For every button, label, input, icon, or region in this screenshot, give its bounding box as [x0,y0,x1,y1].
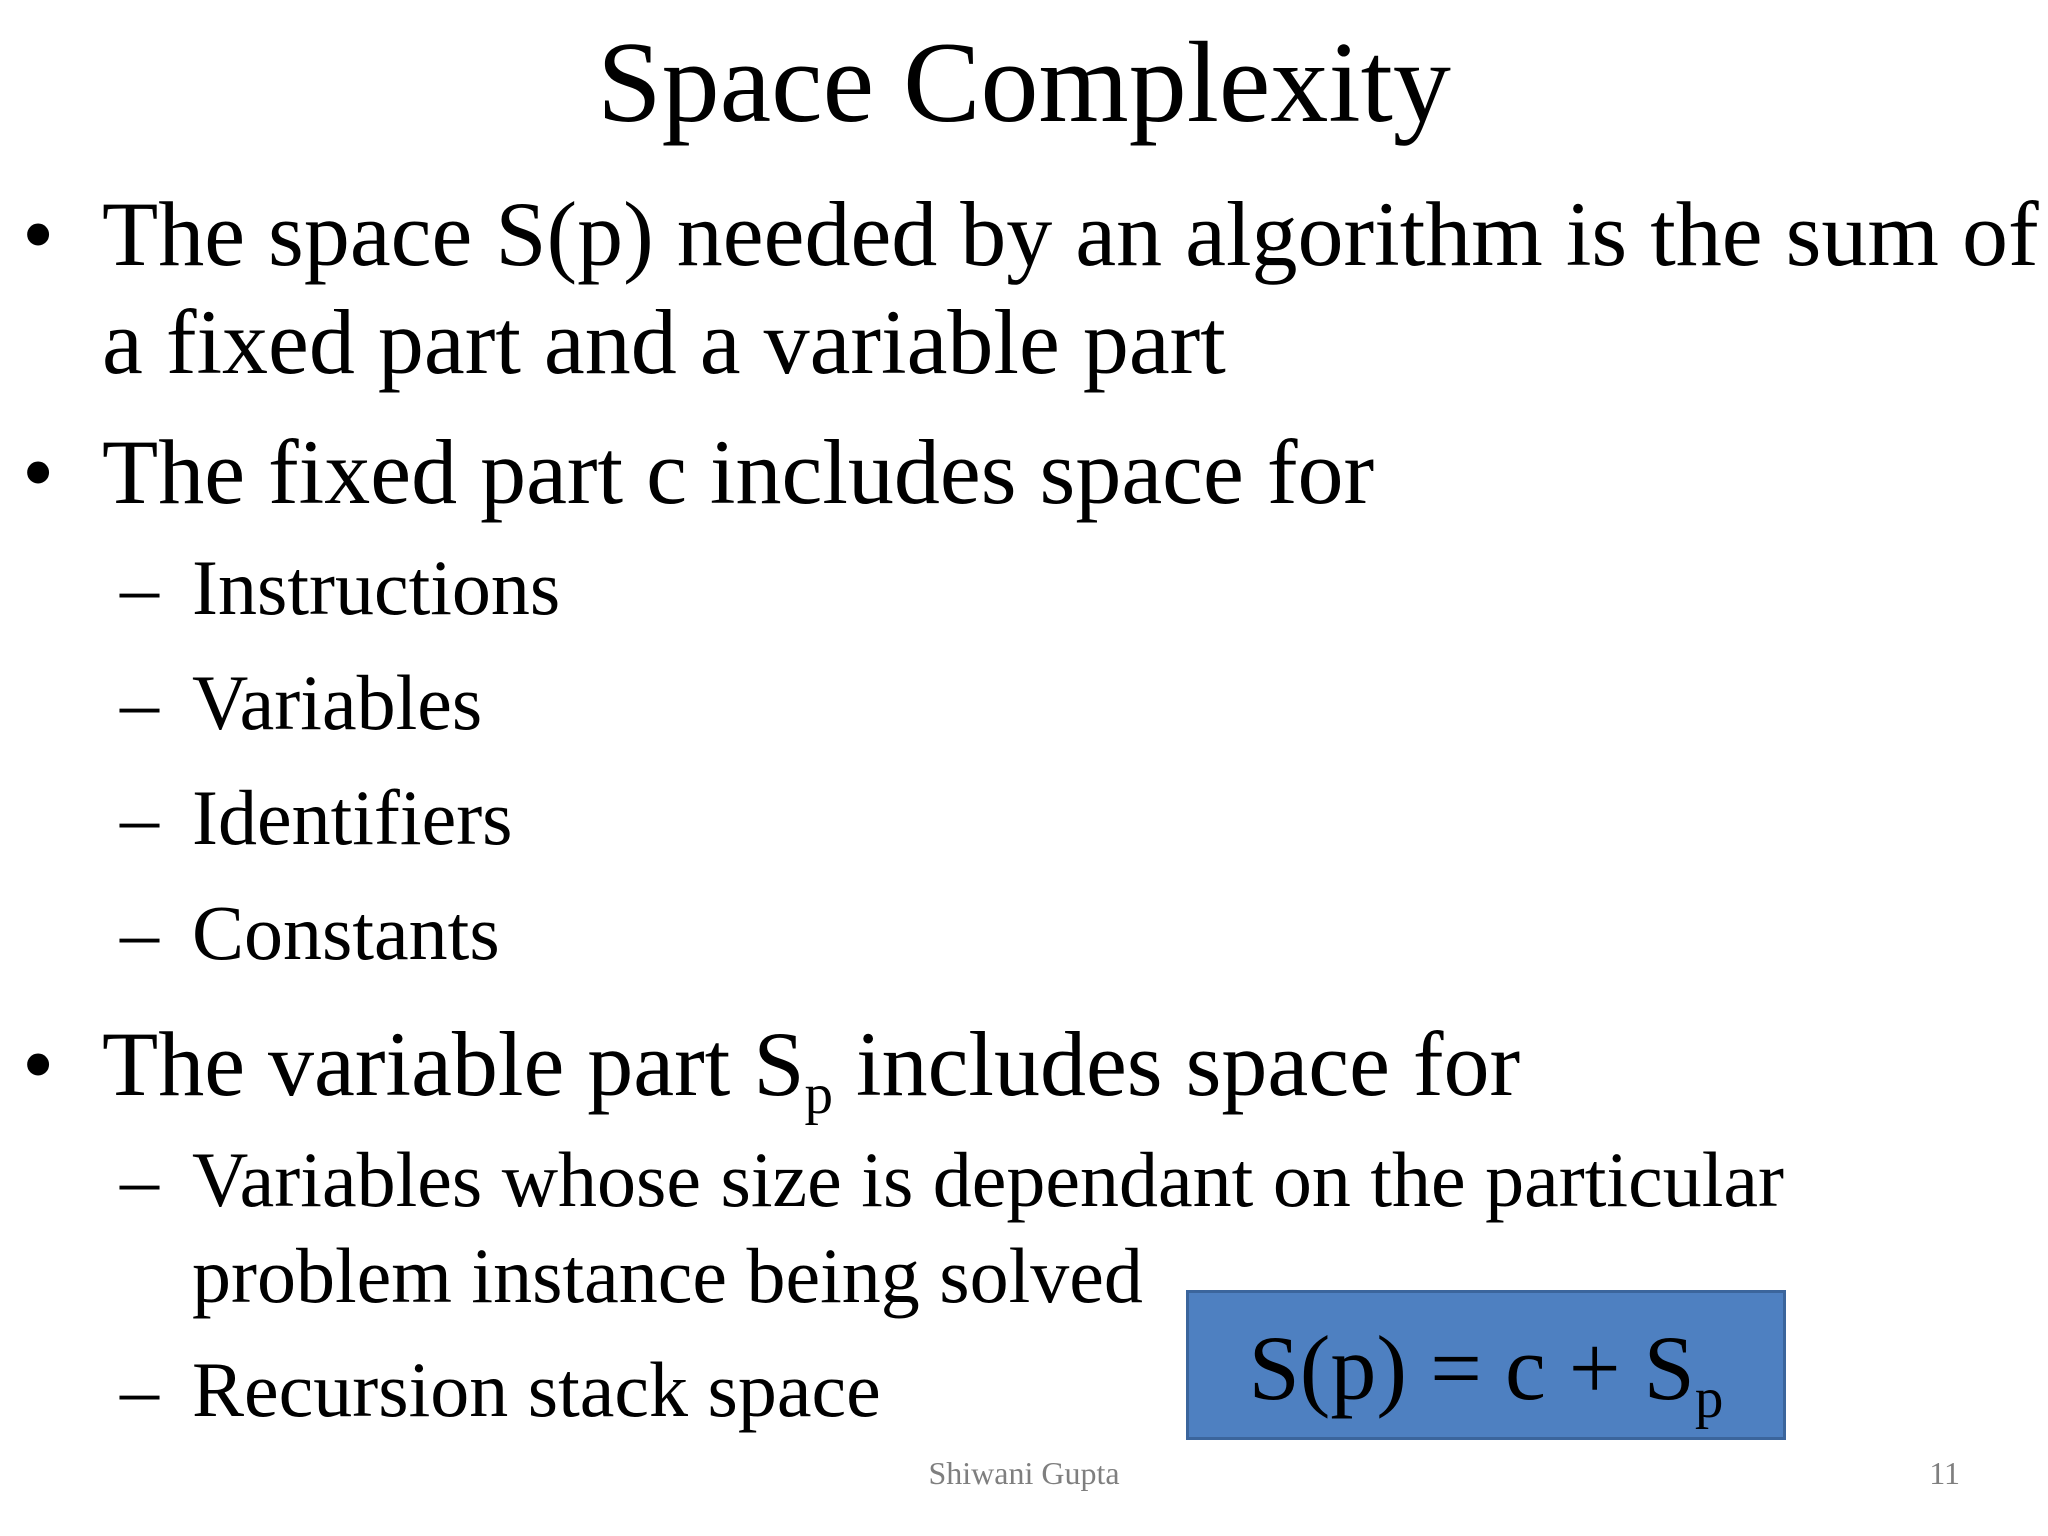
dash-marker: – [120,659,159,746]
subscript-p: p [804,1063,834,1127]
subitem-variables [120,655,720,751]
subitem-text: Variables whose size is dependant on the particular [192,1136,1784,1223]
dash-marker: – [120,774,159,861]
footer-author: Shiwani Gupta [928,1455,1120,1491]
subitem-text: Variables [192,659,483,746]
subitem-text: Recursion stack space [192,1346,881,1433]
bullet-marker: • [22,421,55,523]
bullet-line: The fixed part c includes space for [102,421,1375,523]
dash-marker: – [120,544,159,631]
dash-marker: – [120,889,159,976]
page-number: 11 [1929,1455,1960,1491]
bullet-text-before: The variable part S [102,1013,805,1115]
formula-subscript: p [1694,1367,1724,1431]
bullet-variable-part [22,1010,1622,1127]
formula-box [1186,1290,1786,1440]
subitem-constants [120,885,720,981]
subitem-text: Identifiers [192,774,513,861]
subitem-text: problem instance being solved [192,1232,1143,1319]
bullet-line: a fixed part and a variable part [102,291,1226,393]
dash-marker: – [120,1136,159,1223]
subitem-instructions [120,540,720,636]
bullet-line: The space S(p) needed by an algorithm is the sum of [102,183,2039,285]
bullet-fixed-part [22,418,1422,526]
bullet-marker: • [22,1013,55,1115]
subitem-recursion-stack [120,1342,1020,1438]
subitem-text: Constants [192,889,500,976]
formula-main: S(p) = c + S [1248,1317,1695,1419]
bullet-text-after: includes space for [833,1013,1521,1115]
bullet-space-sum [22,180,2042,400]
dash-marker: – [120,1346,159,1433]
slide-title: Space Complexity [597,19,1451,147]
subitem-identifiers [120,770,720,866]
bullet-marker: • [22,183,55,285]
bullet-line [102,1010,1521,1127]
subitem-text: Instructions [192,544,561,631]
